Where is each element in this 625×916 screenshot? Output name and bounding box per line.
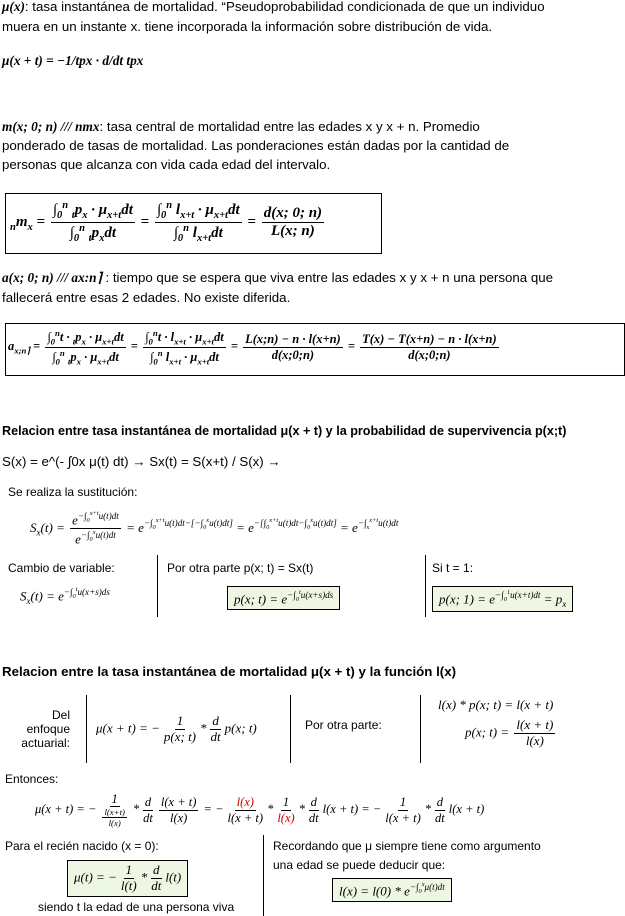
- si-formula-box: p(x; $1) = e^{-\int_0^1u(x+t)dt} = p_x$: [432, 586, 573, 612]
- other-label: Por otra parte p(x; t) = Sx(t): [167, 561, 314, 575]
- section5-title: Relacion entre la tasa instantánea de mortalidad μ(x + t) y la función l(x): [2, 664, 457, 679]
- recien-label: Para el recién nacido (x = 0):: [5, 839, 159, 853]
- m-definition: [2, 117, 624, 136]
- a-definition: [2, 268, 624, 287]
- subst-formula-visual: $S_x(t)$ = $\frac{e^{-\int_0^{x+t}u(t)dt}}{e^{-\int_0^xu(t)dt}}$ = $e^{-\int_0^{x+t}u(t)dt-[-\int_0^xu(t)dt]} = e^{-[\int_0^{x+t}u(t)dt-\int_0^xu(t)dt]} = e^{-\int_x^{x+t}u(t)dt}$: [30, 510, 399, 547]
- recordando-formula-box: $l(x) = l(0) * e^{-\int_0^x\mu(t)dt}$: [332, 878, 452, 902]
- enfoque-label: [10, 708, 70, 750]
- a-def-line1: : tiempo que se espera que viva entre las edades x y x + n una persona que: [101, 270, 554, 285]
- m-formula-box: $_nm_x$ = $\frac{\int_0^n _tp_x \cdot \mu_{x+t}dt}{\int_0^n _tp_xdt}$ = $\frac{\int_0^n l_{x+t} \cdot \mu_{x+t}dt}{\int_0^n l_{x+t}dt}$ = $\frac{d(x; 0; n)}{L(x; n)}$: [5, 193, 382, 254]
- mu-formula: μ(x + t) = −1/tpx · d/dt tpx: [2, 53, 144, 68]
- si-label: Si t = 1:: [432, 561, 474, 575]
- otra-label: Por otra parte:: [305, 718, 382, 732]
- otra-formula1: l(x) * p(x; t) = l(x + t): [438, 697, 554, 712]
- entonces-label: Entonces:: [5, 772, 59, 786]
- a-symbol: a(x; 0; n) /// ax:n⌉: [2, 270, 102, 285]
- m-def-line1: : tasa central de mortalidad entre las edades x y x + n. Promedio: [99, 119, 480, 134]
- section4-title: Relacion entre tasa instantánea de mortalidad μ(x + t) y la probabilidad de supervivencia p(x;t): [2, 424, 567, 438]
- otra-formula2-visual: p(x; t) = $\frac{l(x + t)}{l(x)}$: [465, 717, 554, 748]
- enfoque-label-line2: actuarial:: [21, 736, 70, 750]
- mu-def-line2: muera en un instante x. tiene incorporada la información sobre distribución de vida.: [2, 19, 493, 34]
- recien-formula-box: μ(t) = − $\frac{1}{l(t)}$ * $\frac{d}{dt}$ l(t): [67, 860, 188, 897]
- enfoque-label-line1: Del enfoque: [26, 708, 70, 736]
- mu-symbol: μ(x): [2, 0, 25, 14]
- change-formula-visual: $S_x(t) = e^{-\int_0^tu(x+s)ds}$: [20, 586, 110, 606]
- subst-label: Se realiza la sustitución:: [8, 485, 138, 499]
- m-symbol: m(x; 0; n) /// nmx: [2, 119, 100, 134]
- mu-definition: [2, 0, 624, 16]
- recordando-line1: Recordando que μ siempre tiene como argumento: [273, 839, 541, 853]
- other-formula-box: p(x; $t) = e^{-\int_0^tu(x+s)ds}$: [227, 586, 340, 610]
- recien-note: siendo t la edad de una persona viva: [38, 900, 235, 914]
- m-def-line3: personas que alcanza con vida cada edad del intervalo.: [2, 157, 331, 172]
- entonces-formula-visual: μ(x + t) = − $\frac{1}{\frac{l(x+t)}{l(x)}}$ * $\frac{d}{dt}$ $\frac{l(x + t)}{l(x)}$ = − $\frac{l(x)}{l(x + t)}$ * $\frac{1}{l(x)}$ * $\frac{d}{dt}$ l(x + t) = − $\frac{1}{l(x + t)}$ * $\frac{d}{dt}$ l(x + t): [35, 792, 485, 829]
- enfoque-formula-visual: μ(x + t) = − $\frac{1}{p(x; t)}$ * $\frac{d}{dt}$ p(x; t): [96, 713, 257, 744]
- a-formula-box: $a_{x;n⌉}$ = $\frac{\int_0^nt \cdot _tp_x \cdot \mu_{x+t}dt}{\int_0^n _tp_x \cdot \mu_{x+t}dt}$ = $\frac{\int_0^nt \cdot l_{x+t} \cdot \mu_{x+t}dt}{\int_0^n l_{x+t} \cdot \mu_{x+t}dt}$ = $\frac{L(x;n) - n \cdot l(x+n)}{d(x;0;n)}$ = $\frac{T(x) - T(x+n) - n \cdot l(x+n)}{d(x;0;n)}$: [5, 323, 625, 376]
- m-def-line2: ponderado de tasas de mortalidad. Las ponderaciones están dadas por la cantidad de: [2, 138, 510, 153]
- recordando-line2: una edad se puede deducir que:: [273, 858, 446, 872]
- mu-def-line1: : tasa instantánea de mortalidad. “Pseudoprobabilidad condicionada de que un individuo: [24, 0, 545, 14]
- a-def-line2: fallecerá entre esas 2 edades. No existe diferida.: [2, 290, 291, 305]
- change-label: Cambio de variable:: [8, 561, 115, 575]
- survival-line: S(x) = e^(- ∫0x μ(t) dt) → Sx(t) = S(x+t) / S(x) →: [2, 454, 281, 469]
